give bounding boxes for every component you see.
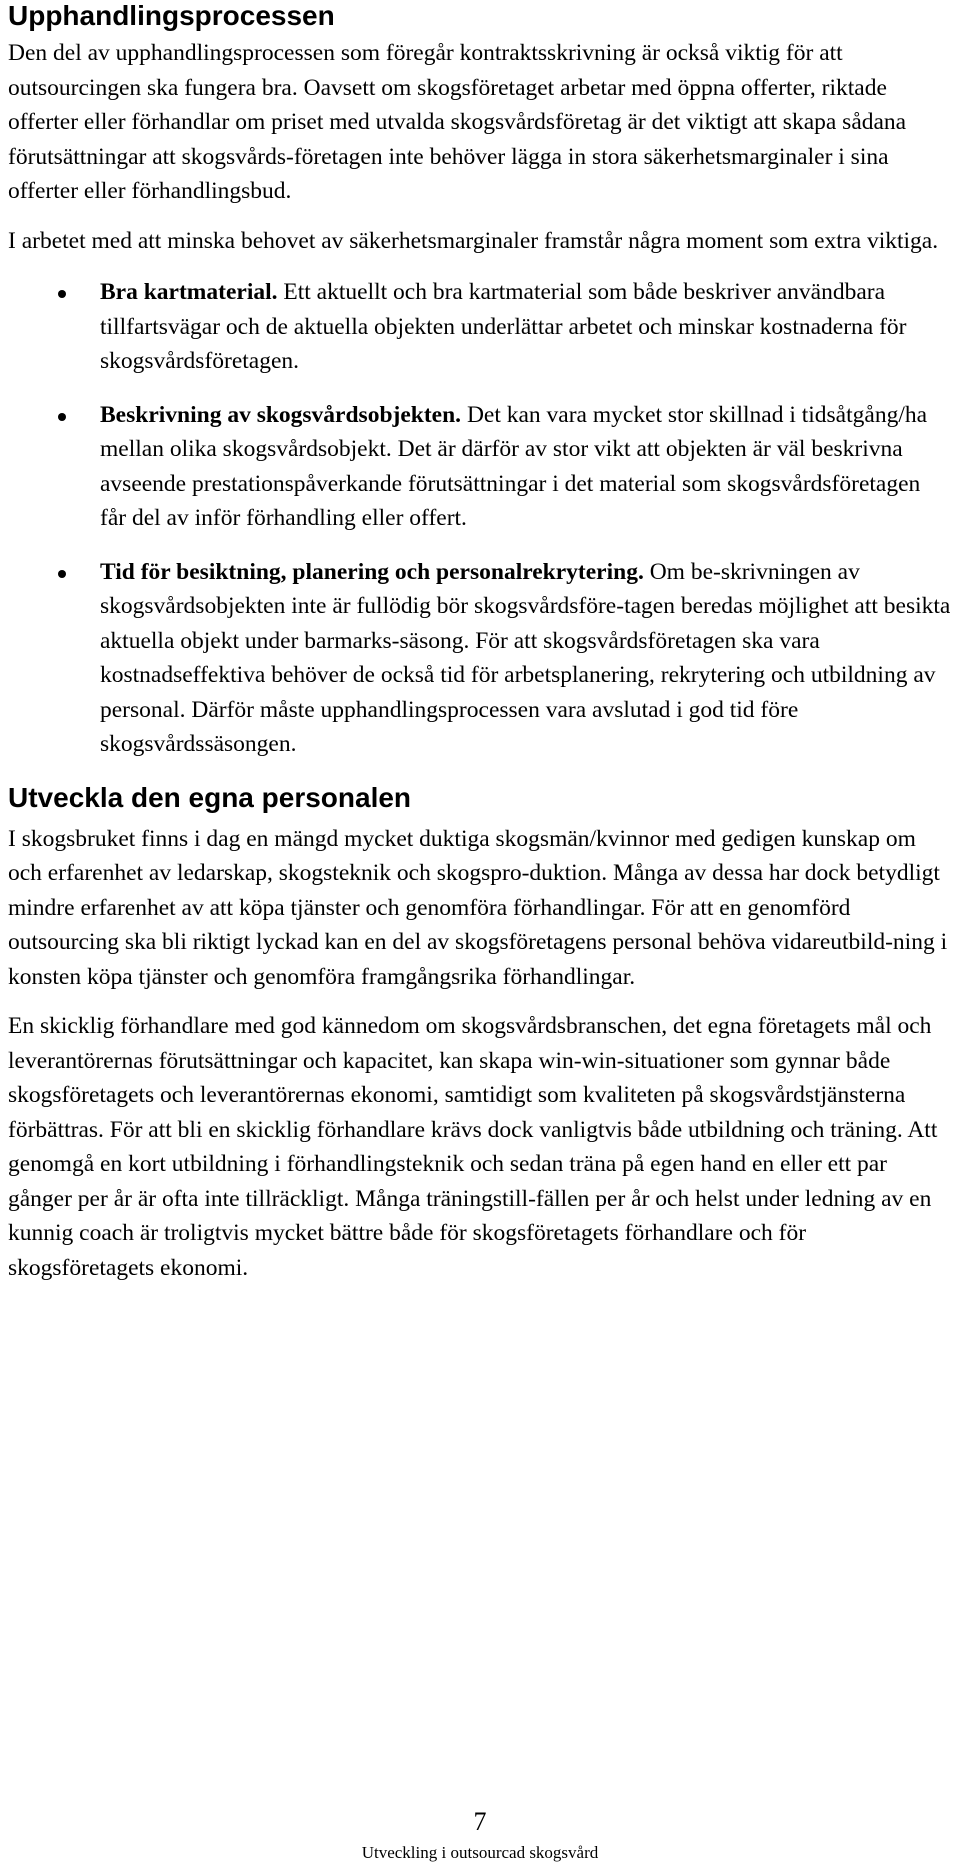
list-item-body: Det kan vara mycket stor skillnad i tidsåtgång/ha mellan olika skogsvårdsobjekt. Det är därför av stor vikt att objekten är väl beskrivna avseende prestationspåverkande förutsättningar i det material som skogsvårdsföretagen får del av inför förhandling eller offert. (100, 401, 928, 531)
running-footer-title: Utveckling i outsourcad skogsvård (361, 1843, 599, 1862)
bullet-list (8, 275, 952, 762)
list-item-text (100, 275, 952, 379)
list-item-title: Tid för besiktning, planering och personalrekrytering. (100, 558, 644, 585)
section-heading-utveckla-personalen: Utveckla den egna personalen (8, 781, 412, 813)
document-page (8, 0, 952, 1285)
paragraph-intro: Den del av upphandlingsprocessen som föregår kontraktsskrivning är också viktig för att outsourcingen ska fungera bra. Oavsett om skogsföretaget arbetar med öppna offerter, riktade offerter eller förhandlar om priset med utvalda skogsvårdsföretag är det viktigt att skapa sådana förutsättningar att skogsvårds-företagen inte behöver lägga in stora säkerhetsmarginaler i sina offerter eller förhandlingsbud. (8, 40, 907, 204)
paragraph-skogsbruket: I skogsbruket finns i dag en mängd mycket duktiga skogsmän/kvinnor med gedigen kunskap om och erfarenhet av ledarskap, skogsteknik och skogspro-duktion. Många av dessa har dock betydligt mindre erfarenhet av att köpa tjänster och genomföra förhandlingar. För att en genomförd outsourcing ska bli riktigt lyckad kan en del av skogsföretagens personal behöva vidareutbild-ning i konsten köpa tjänster och genomföra framgångsrika förhandlingar. (8, 825, 948, 990)
bullet-icon (58, 570, 66, 578)
list-item (8, 275, 952, 379)
list-item-text (100, 398, 952, 536)
list-item-body: Ett aktuellt och bra kartmaterial som både beskriver användbara tillfartsvägar och de aktuella objekten underlättar arbetet och minskar kostnaderna för skogsvårdsföretagen. (100, 279, 907, 374)
list-item (8, 555, 952, 762)
list-item (8, 398, 952, 536)
paragraph-moment: I arbetet med att minska behovet av säkerhetsmarginaler framstår några moment som extra viktiga. (8, 227, 939, 254)
paragraph-forhandlare: En skicklig förhandlare med god kännedom om skogsvårdsbranschen, det egna företagets mål och leverantörernas förutsättningar och kapacitet, kan skapa win-win-situationer som gynnar både skogsföretagets och leverantörernas ekonomi, samtidigt som kvaliteten på skogsvårdstjänsterna förbättras. För att bli en skicklig förhandlare krävs dock vanligtvis både utbildning och träning. Att genomgå en kort utbildning i förhandlingsteknik och sedan träna på egen hand en eller ett par gånger per år är ofta inte tillräckligt. Många träningstill-fällen per år och helst under ledning av en kunnig coach är troligtvis mycket bättre både för skogsföretagets förhandlare och för skogsföretagets ekonomi. (8, 1013, 938, 1281)
list-item-title: Beskrivning av skogsvårdsobjekten. (100, 401, 462, 428)
page-number: 7 (473, 1807, 487, 1836)
bullet-icon (58, 413, 66, 421)
section-heading-upphandlingsprocessen: Upphandlingsprocessen (8, 0, 335, 31)
bullet-icon (58, 290, 66, 298)
list-item-text (100, 555, 952, 762)
list-item-title: Bra kartmaterial. (100, 279, 278, 305)
list-item-body: Om be-skrivningen av skogsvårdsobjekten inte är fullödig bör skogsvårdsföre-tagen beredas möjlighet att besikta aktuella objekt under barmarks-säsong. För att skogsvårdsföretagen ska vara kostnadseffektiva behöver de också tid för arbetsplanering, rekrytering och utbildning av personal. Därför måste upphandlingsprocessen vara avslutad i god tid före skogsvårdssäsongen. (100, 558, 951, 757)
